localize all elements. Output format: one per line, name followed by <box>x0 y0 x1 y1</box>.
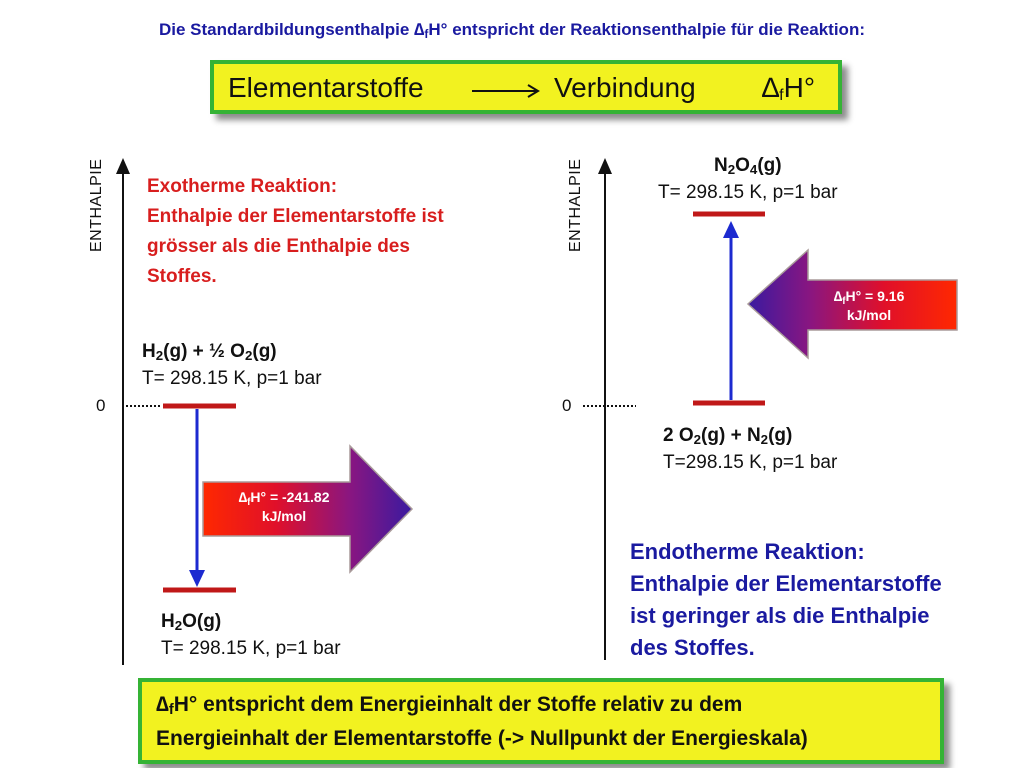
summary-line-1: $\Delta_fH^\circ$ entspricht dem Energieinhalt der Stoffe relativ zu dem <box>156 693 743 718</box>
right-axis-label: ENTHALPIE <box>567 158 584 252</box>
left-axis-label: ENTHALPIE <box>88 158 105 252</box>
left-lower-species: $H_2O(g)$ T= 298.15 K, p=1 bar <box>161 611 341 659</box>
summary-box <box>138 678 944 764</box>
summary-line-2: Energieinhalt der Elementarstoffe (-> Nullpunkt der Energieskala) <box>156 727 808 750</box>
right-upward-arrow <box>723 221 739 400</box>
left-upper-species: $H_2(g)$ + ½ $O_2(g)$ T= 298.15 K, p=1 bar <box>142 341 322 389</box>
right-upper-species: $N_2O_4(g)$ T= 298.15 K, p=1 bar <box>658 155 838 203</box>
left-zero-label: 0 <box>96 396 106 415</box>
endothermic-note: Endotherme Reaktion: Enthalpie der Elementarstoffe ist geringer als die Enthalpie des Stoffes. <box>630 539 942 660</box>
page-title: Die Standardbildungsenthalpie $\Delta_fH^\circ$ entspricht der Reaktionsenthalpie für die Reaktion: <box>158 20 865 41</box>
right-zero-label: 0 <box>562 396 572 415</box>
equation-symbol: $\Delta_fH^\circ$ <box>762 72 816 104</box>
equation-reactant: Elementarstoffe <box>228 72 424 103</box>
right-dfh-value: $\Delta_fH^\circ = 9.16$ kJ/mol <box>833 288 905 323</box>
exothermic-note: Exotherme Reaktion: Enthalpie der Elementarstoffe ist grösser als die Enthalpie des Stoffes. <box>147 176 444 287</box>
equation-product: Verbindung <box>554 72 696 103</box>
right-enthalpy-axis <box>598 158 612 660</box>
right-lower-species: 2 $O_2(g) + N_2(g)$ T=298.15 K, p=1 bar <box>663 425 838 473</box>
left-enthalpy-axis <box>116 158 130 665</box>
left-dfh-value: $\Delta_fH^\circ = -241.82$ kJ/mol <box>238 489 330 524</box>
